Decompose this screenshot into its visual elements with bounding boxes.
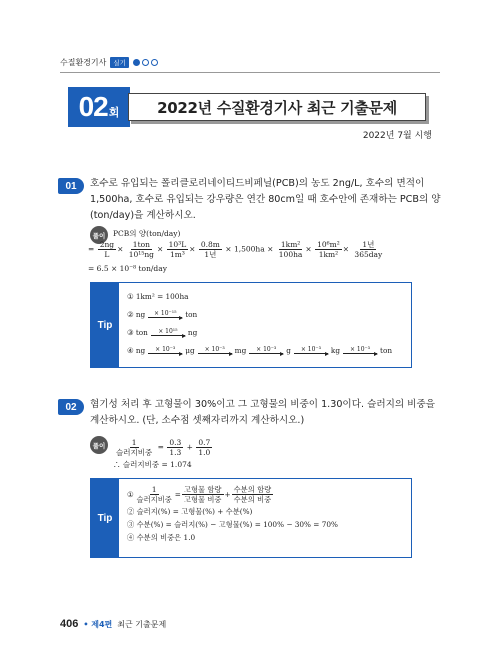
tip-row: ② 슬러지(%) = 고형물(%) + 수분(%): [127, 506, 253, 516]
fraction: [196, 438, 212, 457]
arrow-icon: [343, 353, 377, 354]
fraction: [232, 485, 274, 504]
arrow-label: × 10⁻³: [204, 346, 225, 353]
chapter-suffix: 회: [108, 106, 120, 119]
unit-label: ton: [185, 309, 198, 319]
fraction: [167, 240, 189, 259]
solution-icon: 풀이: [90, 436, 108, 454]
part-label: • 제4편: [83, 619, 113, 629]
tip-body: [119, 283, 411, 367]
fraction: [167, 438, 183, 457]
arrow-icon: [249, 353, 283, 354]
unit-label: ③ ton: [127, 327, 148, 337]
decorative-circles: [133, 59, 158, 66]
conversion-arrow: [343, 346, 377, 354]
conversion-arrow: [294, 346, 328, 354]
unit-label: ④ ng: [127, 345, 146, 355]
chapter-label: 최근 기출문제: [117, 619, 167, 629]
denominator: 슬러지비중: [116, 448, 153, 457]
item-marker: ①: [127, 489, 134, 499]
numerator: 1: [131, 438, 137, 447]
chapter-badge: [68, 87, 130, 127]
unit-label: g: [286, 345, 291, 355]
unit-label: ton: [380, 345, 393, 355]
plus-sign: +: [186, 442, 193, 452]
arrow-label: × 10⁻³: [256, 346, 277, 353]
conversion-arrow: [148, 346, 182, 354]
equals-sign: =: [157, 442, 164, 452]
solution-icon: 풀이: [90, 226, 108, 244]
tip-row: [127, 483, 403, 505]
numerator: 고형물 함량: [183, 484, 222, 494]
page-footer: [60, 618, 166, 630]
denominator: 10¹⁵ng: [128, 250, 154, 259]
fraction: [135, 485, 174, 504]
fraction: [114, 438, 154, 457]
tip-row: ③ 수분(%) = 슬러지(%) − 고형물(%) = 100% − 30% = 70%: [127, 519, 338, 529]
conversion-arrow: [249, 346, 283, 354]
circle-icon: [133, 59, 140, 66]
arrow-label: × 10⁻¹⁵: [153, 310, 177, 317]
solution-line: PCB의 양(ton/day): [113, 229, 181, 238]
fraction: [277, 240, 305, 259]
unit-label: kg: [330, 345, 341, 355]
unit-label: mg: [234, 345, 247, 355]
arrow-icon: [151, 335, 185, 336]
page-number: 406: [60, 618, 79, 630]
question-text: 혐기성 처리 후 고형물이 30%이고 그 고형물의 비중이 1.30이다. 슬러지의 비중을 계산하시오. (단, 소수점 셋째자리까지 계산하시오.): [90, 399, 435, 426]
arrow-label: × 10⁻³: [155, 346, 176, 353]
tip-body: [119, 479, 411, 557]
tip-box: [90, 478, 412, 558]
arrow-icon: [294, 353, 328, 354]
solution-equation: [113, 438, 213, 457]
tip-row: [127, 341, 403, 359]
arrow-icon: [198, 353, 232, 354]
numerator: 0.8m: [200, 240, 220, 249]
numerator: 2ng: [99, 240, 115, 249]
unit-label: μg: [185, 345, 195, 355]
fraction: [199, 240, 222, 259]
tip-label: Tip: [91, 479, 119, 557]
equals-sign: =: [174, 489, 181, 499]
conversion-arrow: [198, 346, 232, 354]
solution-result: ∴ 슬러지비중 = 1.074: [113, 460, 192, 469]
numerator: 10³L: [168, 240, 187, 249]
unit-label: ng: [187, 327, 198, 337]
numerator: 1ton: [132, 240, 150, 249]
numerator: 10⁶m²: [317, 240, 340, 249]
fraction: [127, 240, 156, 259]
numerator: 1년: [362, 240, 375, 249]
equation-middle: × 1,500ha ×: [225, 244, 274, 254]
denominator: 100ha: [278, 250, 303, 259]
numerator: 0.7: [198, 438, 211, 447]
conversion-arrow: [148, 310, 182, 318]
page-title: 2022년 수질환경기사 최근 기출문제: [157, 98, 397, 117]
tip-row: ① 1km² = 100ha: [127, 291, 189, 301]
equals-sign: =: [88, 244, 95, 254]
denominator: 1km²: [318, 250, 339, 259]
fraction: [98, 240, 116, 259]
tip-row: [127, 323, 403, 341]
conversion-arrow: [151, 328, 185, 336]
denominator: 슬러지비중: [136, 494, 172, 504]
tip-label: Tip: [91, 283, 119, 367]
header-divider: [60, 72, 440, 73]
fraction: [315, 240, 342, 259]
subject-label: 수질환경기사: [60, 58, 107, 67]
fraction: [182, 485, 224, 504]
page-title-box: [128, 93, 426, 121]
numerator: 1km²: [280, 240, 301, 249]
arrow-label: × 10¹⁵: [158, 328, 178, 335]
question-text: 호수로 유입되는 폴리클로리네이티드비페닐(PCB)의 농도 2ng/L, 호수의 면적이 1,500ha, 호수로 유입되는 강우량은 연간 80cm일 때 호수안에 존재하는 PCB의 양(ton/day)을 계산하시오.: [90, 178, 441, 221]
tip-row: [127, 305, 403, 323]
circle-icon: [142, 59, 149, 66]
numerator: 0.3: [169, 438, 182, 447]
denominator: L: [104, 250, 110, 259]
solution-result: = 6.5 × 10⁻⁸ ton/day: [88, 264, 167, 273]
numerator: 1: [151, 484, 157, 494]
plus-sign: +: [224, 489, 231, 499]
denominator: 365day: [354, 250, 383, 259]
tip-row: ④ 수분의 비중은 1.0: [127, 532, 196, 542]
unit-label: ② ng: [127, 309, 146, 319]
practical-badge: 실기: [110, 57, 129, 68]
exam-date: 2022년 7월 시행: [362, 131, 432, 141]
chapter-number: 02: [78, 91, 108, 122]
fraction: [352, 240, 384, 259]
numerator: 수분의 함량: [233, 484, 272, 494]
denominator: 고형물 비중: [183, 494, 222, 504]
page-header: [60, 57, 158, 68]
denominator: 수분의 비중: [233, 494, 272, 504]
arrow-label: × 10⁻³: [349, 346, 371, 353]
denominator: 1m³: [169, 250, 185, 259]
question-number: 01: [58, 178, 84, 194]
circle-icon: [151, 59, 158, 66]
arrow-icon: [148, 317, 182, 318]
tip-box: [90, 282, 412, 368]
arrow-label: × 10⁻³: [300, 346, 321, 353]
solution-equation: = $\frac{2ng}{L}$ × $\frac{\text{1ton}}{\text{10¹⁵ng}}$ × $\frac{\text{10³L}}{\text{1m³}}$ × $\frac{0.8m}{\text{1년}}$ × 1,500ha × $\frac{\text{1km²}}{100ha}$ × $\frac{\text{10⁶m²}}{\text{1km²}}$ × $\frac{\text{1년}}{\text{365day}}$: [88, 240, 383, 259]
denominator: 1.3: [169, 448, 182, 457]
arrow-icon: [148, 353, 182, 354]
question-number: 02: [58, 399, 84, 415]
denominator: 1.0: [198, 448, 211, 457]
denominator: 1년: [204, 250, 217, 259]
